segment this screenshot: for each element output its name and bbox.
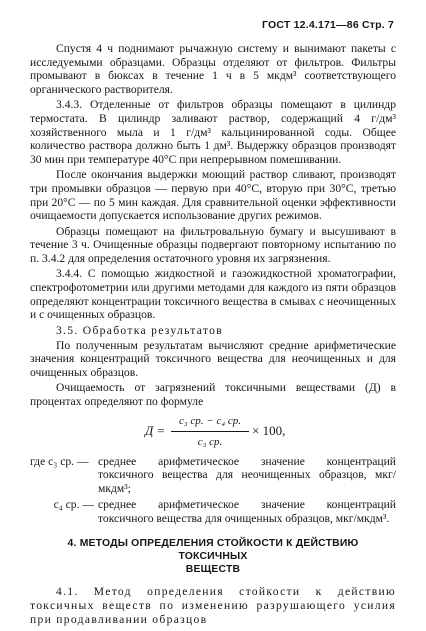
paragraph-3-4-4: 3.4.4. С помощью жидкостной и газожидкостной хроматографии, спектрофотометрии или другими методами для каждого из пяти образцов определяют концентрации токсичного вещества в смывах с неочищенных и с очищенных образцов. (30, 267, 396, 322)
definition-text: среднее арифметическое значение концентраций токсичного вещества для очищенных образцов, мкг/мкдм³. (98, 497, 396, 525)
definition-text: среднее арифметическое значение концентраций токсичного вещества для неочищенных образцов, мкг/мкдм³; (98, 454, 396, 496)
section-heading-line2: ВЕЩЕСТВ (185, 564, 241, 576)
formula-fraction (171, 413, 249, 451)
results-heading: 3.5. Обработка результатов (56, 323, 223, 337)
paragraph-formula-intro: Очищаемость от загрязнений токсичными веществами (Д) в процентах определяют по формуле (30, 381, 396, 409)
formula-rhs: × 100, (252, 422, 286, 438)
definition-c4 (30, 498, 396, 525)
paragraph-wash-filters: Спустя 4 ч поднимают рычажную систему и вынимают пакеты с исследуемыми образцами. Образцы отделяют от фильтров. Фильтры промывают в бюксах в течение 1 ч в 5 мкдм³ соответствующего органического растворителя. (30, 42, 396, 97)
definition-symbol: где c₃ ср. — (30, 454, 89, 468)
section-heading-line1: 4. МЕТОДЫ ОПРЕДЕЛЕНИЯ СТОЙКОСТИ К ДЕЙСТВИЮ ТОКСИЧНЫХ (67, 538, 359, 563)
definition-c3 (30, 455, 396, 496)
fraction-bar (171, 431, 249, 432)
formula-lhs: Д = (145, 422, 166, 438)
document-body (30, 42, 396, 626)
formula-denominator: c₃ ср. (197, 435, 223, 448)
paragraph-rinse: После окончания выдержки моющий раствор сливают, производят три промывки образцов — первую при 40°С, вторую при 30°С, третью при 20°С — по 5 мин каждая. Для сравнительной оценки эффективности очищаемости допускается использование других режимов. (30, 168, 396, 223)
paragraph-4-1: 4.1. Метод определения стойкости к действию токсичных веществ по изменению разрушающего усилия при продавливании образцов (30, 585, 396, 626)
paragraph-3-4-3: 3.4.3. Отделенные от фильтров образцы помещают в цилиндр термостата. В цилиндр заливают раствор, содержащий 4 г/дм³ хозяйственного мыла и 1 г/дм³ кальцинированной соды. Общее количество раствора должно быть 1 дм³. Выдержку образцов производят 30 мин при температуре 40°С при непрерывном помешивании. (30, 98, 396, 167)
definition-symbol: c₄ ср. — (53, 497, 94, 511)
paragraph-results: По полученным результатам вычисляют средние арифметические значения концентраций токсичного вещества для неочищенных и для очищенных образцов. (30, 338, 396, 380)
formula (30, 413, 396, 451)
section-heading (38, 537, 388, 576)
page-header: ГОСТ 12.4.171—86 Стр. 7 (261, 19, 394, 31)
definitions (30, 455, 396, 526)
paragraph-dry: Образцы помещают на фильтровальную бумагу и высушивают в течение 3 ч. Очищенные образцы подвергают повторному испытанию по п. 3.4.2 для определения остаточного уровня их загрязнения. (30, 224, 396, 266)
formula-numerator: c₃ ср. − c₄ ср. (178, 414, 242, 427)
